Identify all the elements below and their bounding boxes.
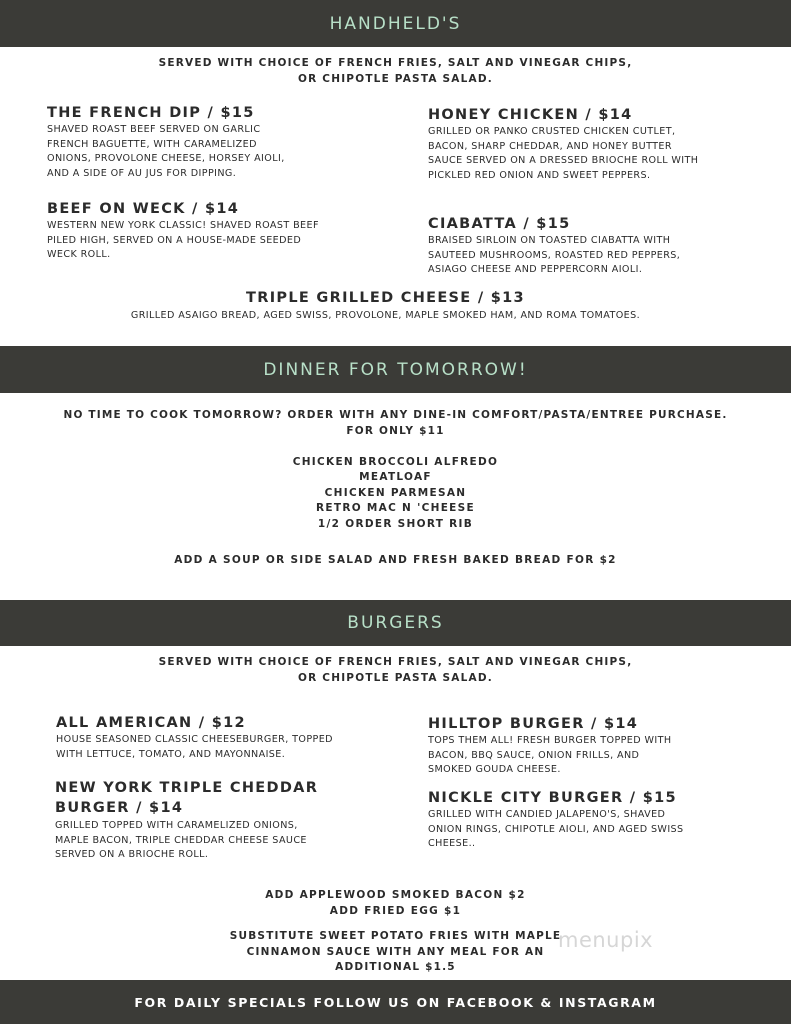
menu-item-new-york-triple-cheddar — [55, 778, 385, 863]
dinner-list-item: RETRO MAC N 'CHEESE — [316, 502, 475, 514]
burgers-title: BURGERS — [347, 613, 444, 633]
menu-item-ciabatta — [428, 215, 768, 278]
menu-item-all-american — [56, 714, 386, 762]
handhelds-subtitle: SERVED WITH CHOICE OF FRENCH FRIES, SALT AND VINEGAR CHIPS, OR CHIPOTLE PASTA SALAD. — [158, 57, 633, 85]
item-description: TOPS THEM ALL! FRESH BURGER TOPPED WITH BACON, BBQ SAUCE, ONION FRILLS, AND SMOKED GOUDA CHEESE. — [428, 735, 672, 775]
dinner-title: DINNER FOR TOMORROW! — [263, 359, 528, 380]
item-description: GRILLED WITH CANDIED JALAPENO'S, SHAVED ONION RINGS, CHIPOTLE AIOLI, AND AGED SWISS CHEESE.. — [428, 809, 684, 849]
item-title: ALL AMERICAN / $12 — [56, 715, 246, 731]
item-description: HOUSE SEASONED CLASSIC CHEESEBURGER, TOPPED WITH LETTUCE, TOMATO, AND MAYONNAISE. — [56, 734, 333, 760]
item-title: NEW YORK TRIPLE CHEDDAR BURGER / $14 — [55, 780, 319, 816]
dinner-intro: NO TIME TO COOK TOMORROW? ORDER WITH ANY DINE-IN COMFORT/PASTA/ENTREE PURCHASE. FOR ONLY $11 — [63, 409, 728, 437]
item-title: CIABATTA / $15 — [428, 216, 571, 232]
menu-item-honey-chicken — [428, 106, 768, 183]
menu-item-triple-grilled-cheese — [0, 289, 771, 324]
footer-band — [0, 980, 791, 1024]
dinner-list-item: MEATLOAF — [359, 471, 432, 483]
item-title: HILLTOP BURGER / $14 — [428, 716, 639, 732]
menu-item-french-dip — [47, 104, 377, 181]
dinner-addon: ADD A SOUP OR SIDE SALAD AND FRESH BAKED BREAD FOR $2 — [174, 554, 617, 566]
substitute-note: SUBSTITUTE SWEET POTATO FRIES WITH MAPLE CINNAMON SAUCE WITH ANY MEAL FOR AN ADDITIONAL $1.5 — [229, 930, 562, 973]
item-title: TRIPLE GRILLED CHEESE / $13 — [246, 290, 525, 306]
menu-item-nickle-city-burger — [428, 789, 768, 852]
dinner-header-band — [0, 346, 791, 393]
dinner-list-item: CHICKEN PARMESAN — [324, 487, 467, 499]
burger-addons: ADD APPLEWOOD SMOKED BACON $2 ADD FRIED EGG $1 — [265, 889, 526, 917]
menu-item-hilltop-burger — [428, 715, 768, 778]
footer-text: FOR DAILY SPECIALS FOLLOW US ON FACEBOOK & INSTAGRAM — [134, 994, 657, 1010]
handhelds-header-band — [0, 0, 791, 47]
menupix-watermark: menupix — [558, 928, 654, 952]
item-description: GRILLED OR PANKO CRUSTED CHICKEN CUTLET, BACON, SHARP CHEDDAR, AND HONEY BUTTER SAUCE SERVED ON A DRESSED BRIOCHE ROLL WITH PICKLED RED ONION AND SWEET PEPPERS. — [428, 126, 699, 181]
item-title: THE FRENCH DIP / $15 — [47, 105, 255, 121]
dinner-list-item: 1/2 ORDER SHORT RIB — [317, 518, 474, 530]
item-title: BEEF ON WECK / $14 — [47, 201, 240, 217]
handhelds-title: HANDHELD'S — [329, 13, 462, 34]
item-description: GRILLED TOPPED WITH CARAMELIZED ONIONS, MAPLE BACON, TRIPLE CHEDDAR CHEESE SAUCE SERVED ON A BRIOCHE ROLL. — [55, 820, 307, 860]
item-description: SHAVED ROAST BEEF SERVED ON GARLIC FRENCH BAGUETTE, WITH CARAMELIZED ONIONS, PROVOLONE CHEESE, HORSEY AIOLI, AND A SIDE OF AU JUS FOR DIPPING. — [47, 124, 285, 179]
item-description: BRAISED SIRLOIN ON TOASTED CIABATTA WITH SAUTEED MUSHROOMS, ROASTED RED PEPPERS, ASIAGO CHEESE AND PEPPERCORN AIOLI. — [428, 235, 681, 275]
item-title: HONEY CHICKEN / $14 — [428, 107, 633, 123]
item-title: NICKLE CITY BURGER / $15 — [428, 790, 677, 806]
item-description: WESTERN NEW YORK CLASSIC! SHAVED ROAST BEEF PILED HIGH, SERVED ON A HOUSE-MADE SEEDED WECK ROLL. — [47, 220, 319, 260]
item-description: GRILLED ASAIGO BREAD, AGED SWISS, PROVOLONE, MAPLE SMOKED HAM, AND ROMA TOMATOES. — [130, 310, 641, 321]
burgers-header-band — [0, 600, 791, 646]
menu-item-beef-on-weck — [47, 200, 377, 263]
burgers-subtitle: SERVED WITH CHOICE OF FRENCH FRIES, SALT AND VINEGAR CHIPS, OR CHIPOTLE PASTA SALAD. — [158, 656, 633, 684]
dinner-list-item: CHICKEN BROCCOLI ALFREDO — [292, 456, 499, 468]
